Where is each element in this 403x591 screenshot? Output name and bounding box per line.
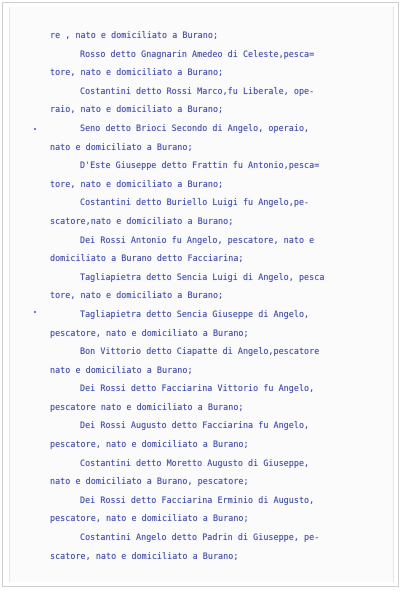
text-line: Bon Vittorio detto Ciapatte di Angelo,pescatore bbox=[80, 346, 320, 357]
typed-text-block bbox=[50, 26, 390, 565]
text-line: Dei Rossi Antonio fu Angelo, pescatore, nato e bbox=[80, 234, 315, 245]
text-line: pescatore, nato e domiciliato a Burano; bbox=[50, 439, 249, 450]
text-line: scatore,nato e domiciliato a Burano; bbox=[50, 215, 234, 226]
text-line: Dei Rossi detto Facciarina Erminio di Augusto, bbox=[80, 494, 315, 505]
document-frame bbox=[2, 2, 399, 587]
text-line: Dei Rossi detto Facciarina Vittorio fu Angelo, bbox=[80, 383, 315, 394]
ink-speck bbox=[34, 128, 36, 130]
text-line: Tagliapietra detto Sencia Giuseppe di Angelo, bbox=[80, 308, 310, 319]
text-line: Seno detto Brioci Secondo di Angelo, operaio, bbox=[80, 122, 310, 133]
text-line: nato e domiciliato a Burano; bbox=[50, 141, 193, 152]
text-line: pescatore, nato e domiciliato a Burano; bbox=[50, 327, 249, 338]
text-line: D'Este Giuseppe detto Frattin fu Antonio,pesca= bbox=[80, 160, 320, 171]
text-line: Costantini detto Rossi Marco,fu Liberale, ope- bbox=[80, 85, 315, 96]
text-line: tore, nato e domiciliato a Burano; bbox=[50, 67, 224, 78]
typewritten-page bbox=[9, 7, 394, 582]
text-line: Costantini detto Buriello Luigi fu Angelo,pe- bbox=[80, 197, 310, 208]
text-line: Rosso detto Gnagnarin Amedeo di Celeste,pesca= bbox=[80, 48, 315, 59]
text-line: Dei Rossi Augusto detto Facciarina fu Angelo, bbox=[80, 420, 310, 431]
text-line: tore, nato e domiciliato a Burano; bbox=[50, 178, 224, 189]
text-line: domiciliato a Burano detto Facciarina; bbox=[50, 253, 244, 264]
text-line: Tagliapietra detto Sencia Luigi di Angelo, pesca bbox=[80, 271, 325, 282]
text-line: Costantini Angelo detto Padrin di Giuseppe, pe- bbox=[80, 532, 320, 543]
text-line: re , nato e domiciliato a Burano; bbox=[50, 30, 219, 40]
text-line: pescatore nato e domiciliato a Burano; bbox=[50, 401, 244, 412]
text-line: tore, nato e domiciliato a Burano; bbox=[50, 290, 224, 301]
text-line: raio, nato e domiciliato a Burano; bbox=[50, 104, 224, 115]
text-line: nato e domiciliato a Burano, pescatore; bbox=[50, 476, 249, 487]
text-line: scatore, nato e domiciliato a Burano; bbox=[50, 550, 239, 561]
text-line: pescatore, nato e domiciliato a Burano; bbox=[50, 513, 249, 524]
text-line: Costantini detto Moretto Augusto di Giuseppe, bbox=[80, 457, 310, 468]
ink-speck bbox=[34, 311, 36, 313]
text-line: nato e domiciliato a Burano; bbox=[50, 364, 193, 375]
